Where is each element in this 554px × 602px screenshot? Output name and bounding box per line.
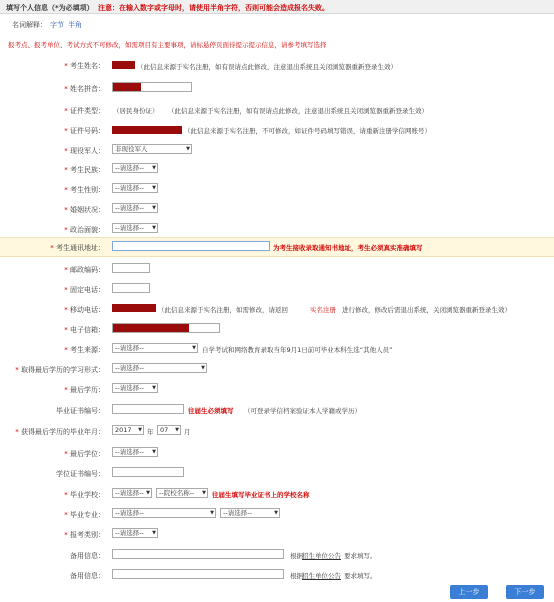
political-select[interactable]: --请选择-- ▼: [112, 223, 158, 233]
mobile-note-2: 进行修改，修改后需退出系统，关闭浏览器重新登录生效）: [342, 306, 511, 314]
header-notice: 注意：在输入数字或字母时，请使用半角字符，否则可能会造成报名失败。: [98, 4, 329, 12]
phone-input[interactable]: [112, 283, 150, 293]
grad-month-unit: 月: [184, 428, 191, 436]
marital-label: * 婚姻状况：: [64, 206, 105, 214]
grad-year-unit: 年: [147, 428, 154, 436]
spare1-note-2: 要求填写。: [344, 552, 377, 560]
postcode-input[interactable]: [112, 263, 150, 273]
pinyin-redacted: [113, 83, 141, 91]
prev-step-button[interactable]: 上一步: [450, 585, 488, 599]
grad-cert-note: （可登录学信档案验证本人学籍或学历）: [244, 407, 361, 415]
id-type-label: * 证件类型：: [64, 107, 105, 115]
school-label: * 毕业学校：: [64, 491, 105, 499]
id-number-note: （此信息来源于实名注册，不可修改，如证件号码填写错误，请重新注册学信网账号）: [184, 127, 431, 135]
spare2-note-1: 根据: [290, 572, 303, 580]
mobile-redacted: [112, 304, 156, 312]
study-form-label: * 取得最后学历的学习形式：: [15, 366, 105, 374]
gender-label: * 考生性别：: [64, 186, 105, 194]
address-input[interactable]: [112, 241, 270, 251]
grad-cert-note-red: 往届生必须填写: [188, 407, 234, 415]
spare2-label: 备用信息：: [70, 572, 105, 580]
last-degree-select[interactable]: --请选择-- ▼: [112, 383, 158, 393]
spare1-label: 备用信息：: [70, 552, 105, 560]
name-note: （此信息来源于实名注册，如有误请点此修改，注意退出系统且关闭浏览器重新登录生效）: [137, 63, 397, 71]
political-label: * 政治面貌：: [64, 226, 105, 234]
postcode-label: * 邮政编码：: [64, 266, 105, 274]
grad-month-select[interactable]: 07 ▼: [157, 425, 181, 435]
email-redacted: [113, 324, 189, 332]
address-note: 为考生接收录取通知书地址，考生必须真实准确填写: [273, 244, 423, 252]
major-name-select[interactable]: --请选择-- ▼: [220, 508, 280, 518]
next-step-button[interactable]: 下一步: [506, 585, 544, 599]
major-category-select[interactable]: --请选择-- ▼: [112, 508, 216, 518]
glossary-link-halfwidth[interactable]: 半角: [68, 21, 82, 29]
name-label: * 考生姓名：: [64, 62, 105, 70]
source-label: * 考生来源：: [64, 346, 105, 354]
spare2-link[interactable]: 招生单位公告: [302, 572, 341, 580]
exam-type-label: * 报考类别：: [64, 531, 105, 539]
school-name-select[interactable]: --院校名称-- ▼: [156, 488, 208, 498]
degree-cert-input[interactable]: [112, 467, 184, 477]
ethnicity-label: * 考生民族：: [64, 166, 105, 174]
grad-cert-input[interactable]: [112, 404, 184, 414]
mobile-label: * 移动电话：: [64, 306, 105, 314]
last-degree-label: * 最后学历：: [64, 386, 105, 394]
school-note: 往届生填写毕业证书上的学校名称: [212, 491, 310, 499]
grad-date-label: * 获得最后学历的毕业年月：: [15, 428, 105, 436]
address-label: * 考生通讯地址：: [50, 244, 105, 252]
gender-select[interactable]: --请选择-- ▼: [112, 183, 158, 193]
pinyin-label: * 姓名拼音：: [64, 85, 105, 93]
id-number-redacted: [112, 126, 182, 134]
phone-label: * 固定电话：: [64, 286, 105, 294]
marital-select[interactable]: --请选择-- ▼: [112, 203, 158, 213]
spare1-input[interactable]: [112, 549, 284, 559]
form-title: 填写个人信息（*为必填项）: [6, 4, 94, 12]
school-region-select[interactable]: --请选择-- ▼: [112, 488, 152, 498]
last-degree2-select[interactable]: --请选择-- ▼: [112, 447, 158, 457]
glossary-link-byte[interactable]: 字节: [50, 21, 64, 29]
study-form-select[interactable]: --请选择-- ▼: [112, 363, 207, 373]
source-select[interactable]: --请选择-- ▼: [112, 343, 198, 353]
id-type-note: （此信息来源于实名注册，如有误请点此修改，注意退出系统且关闭浏览器重新登录生效）: [168, 107, 428, 115]
glossary-label: 名词解释：: [12, 21, 47, 29]
name-redacted: [112, 61, 135, 69]
instruction-text: 报考点、报考单位、考试方式不可修改，如需项目有主要事项，请标悬停页面待提示提示信息，请参考填写选择: [8, 41, 327, 49]
id-number-label: * 证件号码：: [64, 127, 105, 135]
spare1-note-1: 根据: [290, 552, 303, 560]
spare2-input[interactable]: [112, 569, 284, 579]
last-degree2-label: * 最后学位：: [64, 450, 105, 458]
mobile-realname-link[interactable]: 实名注册: [310, 306, 336, 314]
grad-cert-label: 毕业证书编号：: [56, 407, 105, 415]
grad-year-select[interactable]: 2017 ▼: [112, 425, 144, 435]
spare2-note-2: 要求填写。: [344, 572, 377, 580]
spare1-link[interactable]: 招生单位公告: [302, 552, 341, 560]
ethnicity-select[interactable]: --请选择-- ▼: [112, 163, 158, 173]
military-select[interactable]: 非现役军人 ▼: [112, 144, 192, 154]
degree-cert-label: 学位证书编号：: [56, 470, 105, 478]
mobile-note-1: （此信息来源于实名注册，如需修改，请返回: [158, 306, 288, 314]
exam-type-select[interactable]: --请选择-- ▼: [112, 528, 158, 538]
source-note: 自学考试和网络教育录取当年9月1日前可毕业本科生选“其他人员”: [202, 346, 393, 354]
major-label: * 毕业专业：: [64, 511, 105, 519]
military-label: * 现役军人：: [64, 147, 105, 155]
id-type-value: （居民身份证）: [113, 107, 159, 115]
email-label: * 电子信箱：: [64, 326, 105, 334]
